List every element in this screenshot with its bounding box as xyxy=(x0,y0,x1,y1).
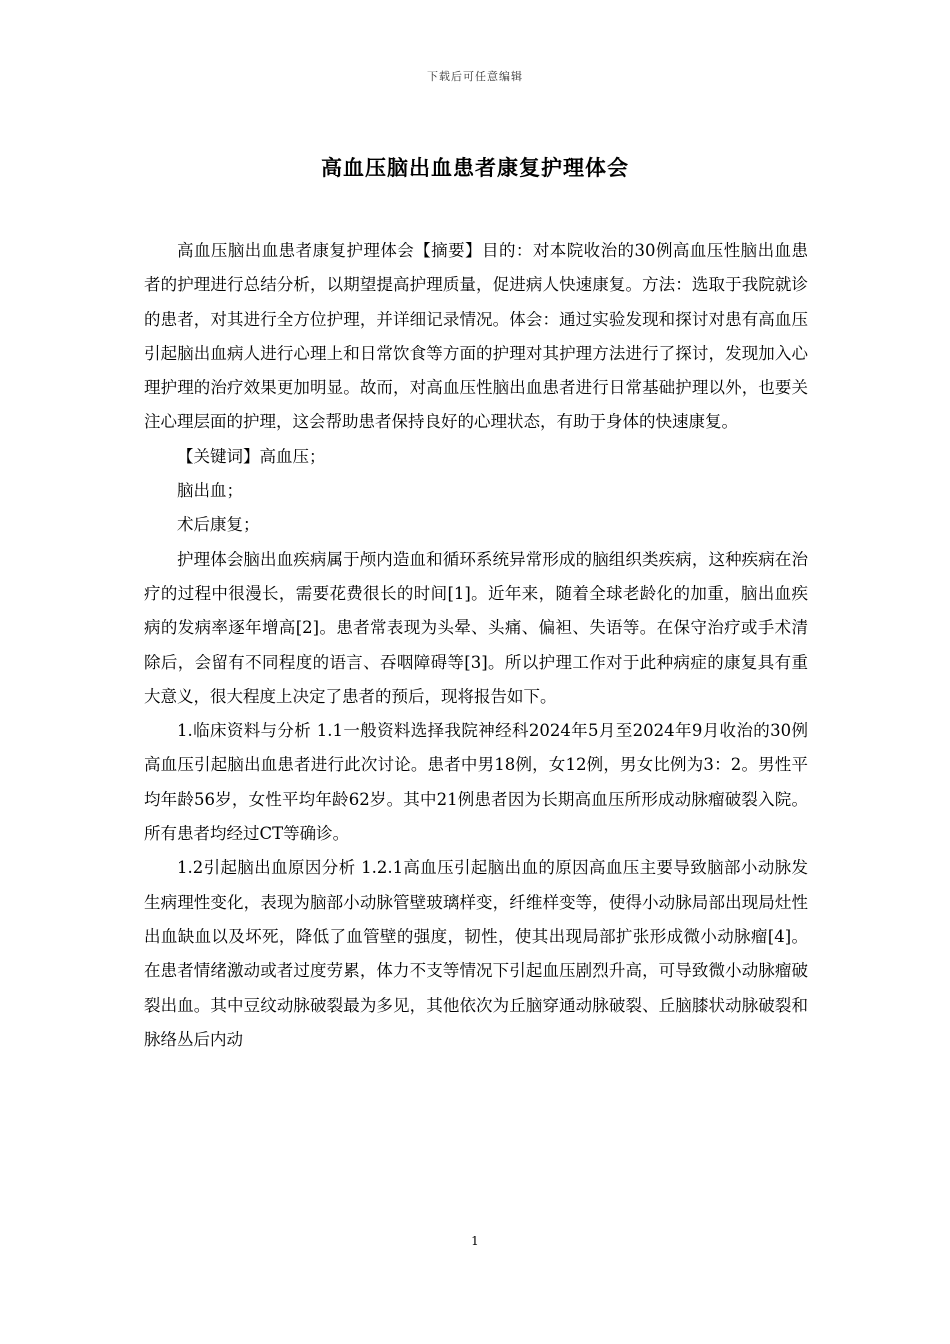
page-header-note: 下载后可任意编辑 xyxy=(427,70,523,83)
page-number: 1 xyxy=(471,1234,479,1248)
clinical-data-paragraph: 1.临床资料与分析 1.1一般资料选择我院神经科2024年5月至2024年9月收治的30例高血压引起脑出血患者进行此次讨论。患者中男18例，女12例，男女比例为3：2。男性平均年龄56岁，女性平均年龄62岁。其中21例患者因为长期高血压所形成动脉瘤破裂入院。所有患者均经过CT等确诊。 xyxy=(144,721,808,844)
cause-analysis-paragraph: 1.2引起脑出血原因分析 1.2.1高血压引起脑出血的原因高血压主要导致脑部小动脉发生病理性变化，表现为脑部小动脉管壁玻璃样变，纤维样变等，使得小动脉局部出现局灶性出血缺血以及坏死，降低了血管壁的强度，韧性，使其出现局部扩张形成微小动脉瘤[4]。在患者情绪激动或者过度劳累，体力不支等情况下引起血压剧烈升高，可导致微小动脉瘤破裂出血。其中豆纹动脉破裂最为多见，其他依次为丘脑穿通动脉破裂、丘脑膝状动脉破裂和脉络丛后内动 xyxy=(144,858,808,1049)
document-body xyxy=(144,234,808,1057)
keyword-item: 术后康复； xyxy=(177,515,260,535)
document-title: 高血压脑出血患者康复护理体会 xyxy=(321,155,629,180)
keyword-item: 脑出血； xyxy=(177,481,243,501)
intro-paragraph: 护理体会脑出血疾病属于颅内造血和循环系统异常形成的脑组织类疾病，这种疾病在治疗的过程中很漫长，需要花费很长的时间[1]。近年来，随着全球老龄化的加重，脑出血疾病的发病率逐年增高[2]。患者常表现为头晕、头痛、偏袒、失语等。在保守治疗或手术清除后，会留有不同程度的语言、吞咽障碍等[3]。所以护理工作对于此种病症的康复具有重大意义，很大程度上决定了患者的预后，现将报告如下。 xyxy=(144,549,808,706)
keywords-line: 【关键词】高血压； xyxy=(177,446,326,466)
abstract-paragraph: 高血压脑出血患者康复护理体会【摘要】目的：对本院收治的30例高血压性脑出血患者的护理进行总结分析，以期望提高护理质量，促进病人快速康复。方法：选取于我院就诊的患者，对其进行全方位护理，并详细记录情况。体会：通过实验发现和探讨对患有高血压引起脑出血病人进行心理上和日常饮食等方面的护理对其护理方法进行了探讨，发现加入心理护理的治疗效果更加明显。故而，对高血压性脑出血患者进行日常基础护理以外，也要关注心理层面的护理，这会帮助患者保持良好的心理状态，有助于身体的快速康复。 xyxy=(144,241,808,432)
